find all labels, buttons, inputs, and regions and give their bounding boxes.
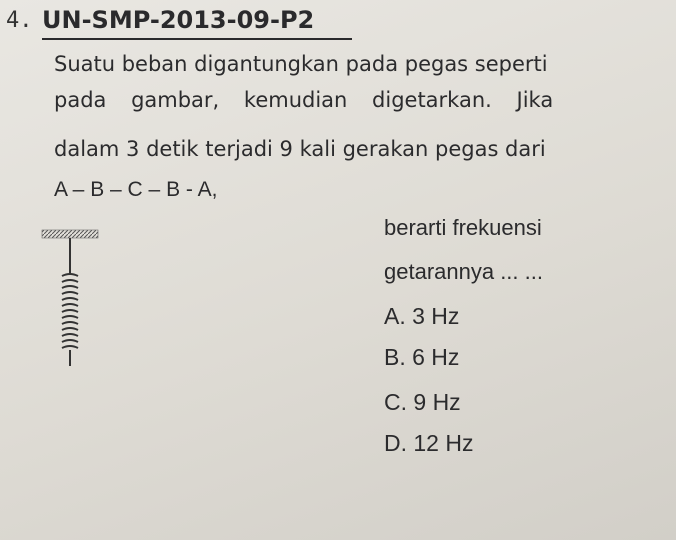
title-underline bbox=[42, 38, 352, 40]
option-d[interactable]: D. 12 Hz bbox=[384, 430, 474, 456]
spring-mass-diagram bbox=[40, 222, 370, 522]
option-a[interactable]: A. 3 Hz bbox=[384, 303, 460, 329]
motion-sequence: A – B – C – B - A, bbox=[54, 178, 218, 201]
question-text-line-2: pada gambar, kemudian digetarkan. Jika bbox=[54, 88, 554, 112]
question-text-line-1: Suatu beban digantungkan pada pegas seperti bbox=[54, 52, 548, 76]
question-text-line-3: dalam 3 detik terjadi 9 kali gerakan pegas dari bbox=[54, 137, 546, 161]
question-text-right-1: berarti frekuensi bbox=[384, 215, 542, 240]
coil-spring-1 bbox=[62, 274, 78, 348]
ceiling-support-1 bbox=[42, 230, 98, 238]
option-c[interactable]: C. 9 Hz bbox=[384, 389, 461, 415]
option-b[interactable]: B. 6 Hz bbox=[384, 344, 460, 370]
question-number: 4. bbox=[6, 8, 33, 33]
question-source-title: UN-SMP-2013-09-P2 bbox=[42, 6, 315, 34]
spring-setup-rest bbox=[42, 230, 98, 366]
question-text-right-2: getarannya ... ... bbox=[384, 259, 543, 284]
